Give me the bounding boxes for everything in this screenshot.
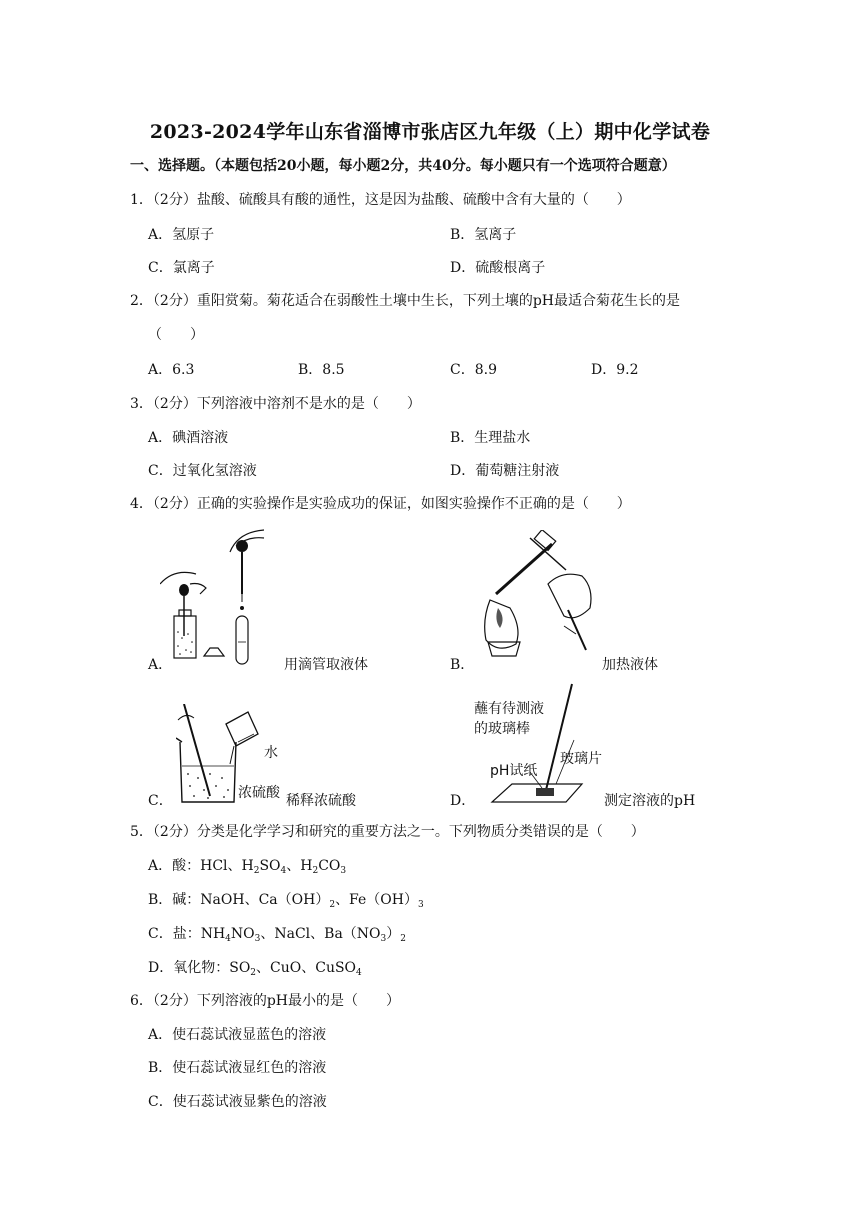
q6-option-a[interactable]: A．使石蕊试液显蓝色的溶液 <box>148 1027 327 1043</box>
question-1-stem: 1．（2分）盐酸、硫酸具有酸的通性，这是因为盐酸、硫酸中含有大量的（ ） <box>130 192 631 208</box>
q5-option-a[interactable]: A．酸：HCl、$H_2SO_4$、$H_2CO_3$ <box>148 858 347 876</box>
page-title: 2023-2024学年山东省淄博市张店区九年级（上）期中化学试卷 <box>149 121 711 143</box>
q4-option-c-letter[interactable]: C． <box>148 793 173 809</box>
q6-option-c[interactable]: C．使石蕊试液显紫色的溶液 <box>148 1094 327 1110</box>
q2-option-d[interactable]: D．9.2 <box>591 362 639 378</box>
label-rod-2: 的玻璃棒 <box>474 721 530 737</box>
label-glass-slide: 玻璃片 <box>560 751 602 767</box>
question-6-stem: 6．（2分）下列溶液的pH最小的是（ ） <box>130 993 400 1009</box>
question-2-stem-cont: （ ） <box>148 327 204 343</box>
question-2-stem: 2．（2分）重阳赏菊。菊花适合在弱酸性土壤中生长，下列土壤的pH最适合菊花生长的是 <box>130 293 680 309</box>
q2-option-a[interactable]: A．6.3 <box>148 362 195 378</box>
q1-option-b[interactable]: B．氢离子 <box>450 227 517 243</box>
q5-option-d[interactable]: D．氧化物：$SO_2$、CuO、CuSO$_4$ <box>148 960 362 978</box>
q4-option-d-letter[interactable]: D． <box>450 793 476 809</box>
question-5-stem: 5．（2分）分类是化学学习和研究的重要方法之一。下列物质分类错误的是（ ） <box>130 824 645 840</box>
dropper-bottle-figure <box>160 524 270 669</box>
q2-option-c[interactable]: C．8.9 <box>450 362 497 378</box>
label-rod-1: 蘸有待测液 <box>474 701 544 717</box>
q1-option-d[interactable]: D．硫酸根离子 <box>450 260 546 276</box>
q4-option-a-caption: 用滴管取液体 <box>284 657 368 673</box>
q1-option-c[interactable]: C．氯离子 <box>148 260 215 276</box>
q4-option-c-caption: 稀释浓硫酸 <box>286 793 356 809</box>
q2-option-b[interactable]: B．8.5 <box>298 362 345 378</box>
label-ph-paper: pH试纸 <box>490 763 538 779</box>
heating-test-tube-figure <box>476 530 600 662</box>
q5-option-c[interactable]: C．盐：$NH_4NO_3$、NaCl、$Ba(NO_3)_2$ <box>148 926 406 944</box>
question-4-stem: 4．（2分）正确的实验操作是实验成功的保证，如图实验操作不正确的是（ ） <box>130 496 631 512</box>
q3-option-b[interactable]: B．生理盐水 <box>450 430 531 446</box>
q4-option-d-caption: 测定溶液的pH <box>604 793 696 809</box>
q3-option-d[interactable]: D．葡萄糖注射液 <box>450 463 560 479</box>
q5-option-b[interactable]: B．碱：NaOH、$Ca(OH)_2$、$Fe(OH)_3$ <box>148 892 424 910</box>
q3-option-c[interactable]: C．过氧化氢溶液 <box>148 463 257 479</box>
q1-option-a[interactable]: A．氢原子 <box>148 227 215 243</box>
label-water: 水 <box>264 745 278 761</box>
q4-option-a-letter[interactable]: A． <box>148 657 173 673</box>
q4-option-b-letter[interactable]: B． <box>450 657 475 673</box>
q3-option-a[interactable]: A．碘酒溶液 <box>148 430 229 446</box>
section-heading: 一、选择题。（本题包括20小题，每小题2分，共40分。每小题只有一个选项符合题意） <box>130 158 676 174</box>
label-concentrated-acid: 浓硫酸 <box>238 785 280 801</box>
q6-option-b[interactable]: B．使石蕊试液显红色的溶液 <box>148 1060 327 1076</box>
question-3-stem: 3．（2分）下列溶液中溶剂不是水的是（ ） <box>130 396 421 412</box>
q4-option-b-caption: 加热液体 <box>602 657 658 673</box>
